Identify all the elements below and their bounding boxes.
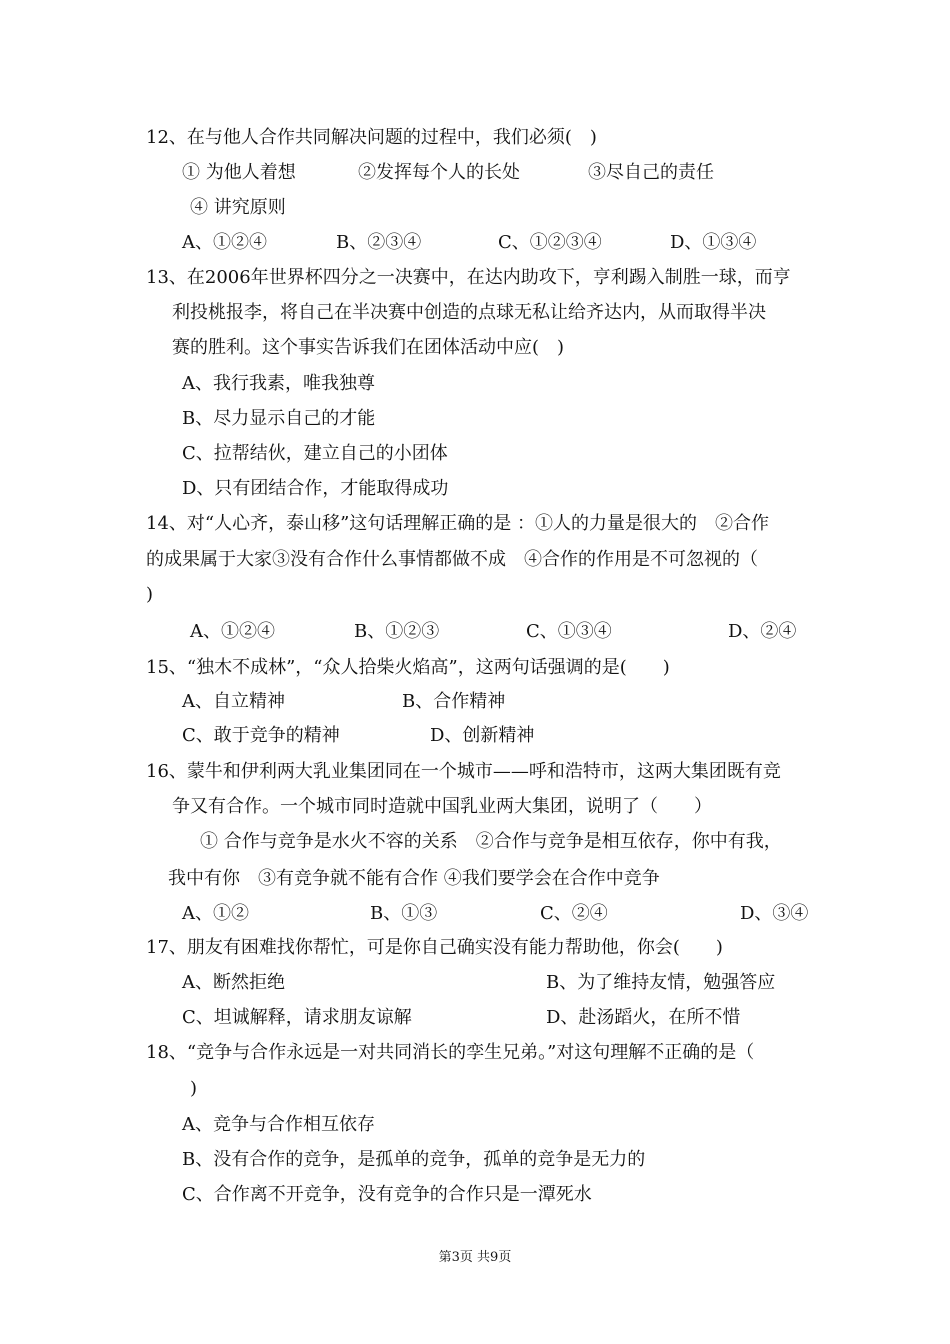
- question-18-stem-line-1: 18、“竞争与合作永远是一对共同消长的孪生兄弟。”对这句理解不正确的是（: [146, 1042, 755, 1063]
- question-17-option-c: C、坦诚解释，请求朋友谅解: [182, 1007, 412, 1028]
- question-18-stem-line-2: ): [190, 1078, 198, 1099]
- question-12-option-d: D、①③④: [670, 232, 757, 253]
- question-12-item-2: ②发挥每个人的长处: [358, 162, 520, 183]
- question-12-item-3: ③尽自己的责任: [588, 162, 714, 183]
- question-13-option-b: B、尽力显示自己的才能: [182, 408, 376, 429]
- question-13-option-d: D、只有团结合作，才能取得成功: [182, 478, 449, 499]
- page-number-footer: 第3页 共9页: [438, 1250, 512, 1265]
- question-16-option-a: A、①②: [182, 903, 249, 924]
- question-13-stem-line-1: 13、在2006年世界杯四分之一决赛中，在达内助攻下，亨利踢入制胜一球，而亨: [146, 267, 791, 288]
- question-15-stem: 15、“独木不成林”，“众人拾柴火焰高”，这两句话强调的是( ): [146, 657, 670, 678]
- question-14-stem-line-1: 14、对“人心齐，泰山移”这句话理解正确的是 ：①人的力量是很大的 ②合作: [146, 513, 770, 534]
- question-18-option-b: B、没有合作的竞争，是孤单的竞争，孤单的竞争是无力的: [182, 1149, 646, 1170]
- question-13-option-c: C、拉帮结伙，建立自己的小团体: [182, 443, 448, 464]
- question-14-option-d: D、②④: [728, 621, 797, 642]
- question-12-stem: 12、在与他人合作共同解决问题的过程中，我们必须( ): [146, 127, 597, 148]
- question-16-option-b: B、①③: [370, 903, 438, 924]
- question-18-option-c: C、合作离不开竞争，没有竞争的合作只是一潭死水: [182, 1184, 592, 1205]
- question-13-option-a: A、我行我素，唯我独尊: [182, 373, 375, 394]
- question-16-option-c: C、②④: [540, 903, 608, 924]
- question-15-option-c: C、敢于竞争的精神: [182, 725, 340, 746]
- question-13-stem-line-2: 利投桃报李，将自己在半决赛中创造的点球无私让给齐达内，从而取得半决: [172, 302, 766, 323]
- question-14-stem-line-3: ): [146, 584, 154, 605]
- question-14-stem-line-2: 的成果属于大家③没有合作什么事情都做不成 ④合作的作用是不可忽视的（: [146, 549, 758, 570]
- question-14-option-b: B、①②③: [354, 621, 440, 642]
- question-16-stem-line-1: 16、蒙牛和伊利两大乳业集团同在一个城市——呼和浩特市，这两大集团既有竞: [146, 761, 781, 782]
- question-17-stem: 17、朋友有困难找你帮忙，可是你自己确实没有能力帮助他，你会( ): [146, 937, 723, 958]
- question-16-stem-line-3: ① 合作与竞争是水火不容的关系 ②合作与竞争是相互依存，你中有我，: [200, 831, 782, 852]
- question-16-option-d: D、③④: [740, 903, 809, 924]
- question-12-option-a: A、①②④: [182, 232, 267, 253]
- question-17-option-a: A、断然拒绝: [182, 972, 285, 993]
- question-15-option-a: A、自立精神: [182, 691, 285, 712]
- question-12-item-4: ④ 讲究原则: [190, 197, 286, 218]
- question-12-option-b: B、②③④: [336, 232, 422, 253]
- question-12-item-1: ① 为他人着想: [182, 162, 296, 183]
- question-17-option-b: B、为了维持友情，勉强答应: [546, 972, 776, 993]
- question-15-option-b: B、合作精神: [402, 691, 506, 712]
- question-18-option-a: A、竞争与合作相互依存: [182, 1114, 375, 1135]
- question-16-stem-line-4: 我中有你 ③有竞争就不能有合作 ④我们要学会在合作中竞争: [168, 868, 660, 889]
- question-17-option-d: D、赴汤蹈火，在所不惜: [546, 1007, 741, 1028]
- question-16-stem-line-2: 争又有合作。一个城市同时造就中国乳业两大集团，说明了（ ）: [172, 796, 712, 817]
- question-12-option-c: C、①②③④: [498, 232, 602, 253]
- question-13-stem-line-3: 赛的胜利。这个事实告诉我们在团体活动中应( ): [172, 337, 565, 358]
- question-14-option-c: C、①③④: [526, 621, 612, 642]
- question-14-option-a: A、①②④: [190, 621, 275, 642]
- question-15-option-d: D、创新精神: [430, 725, 535, 746]
